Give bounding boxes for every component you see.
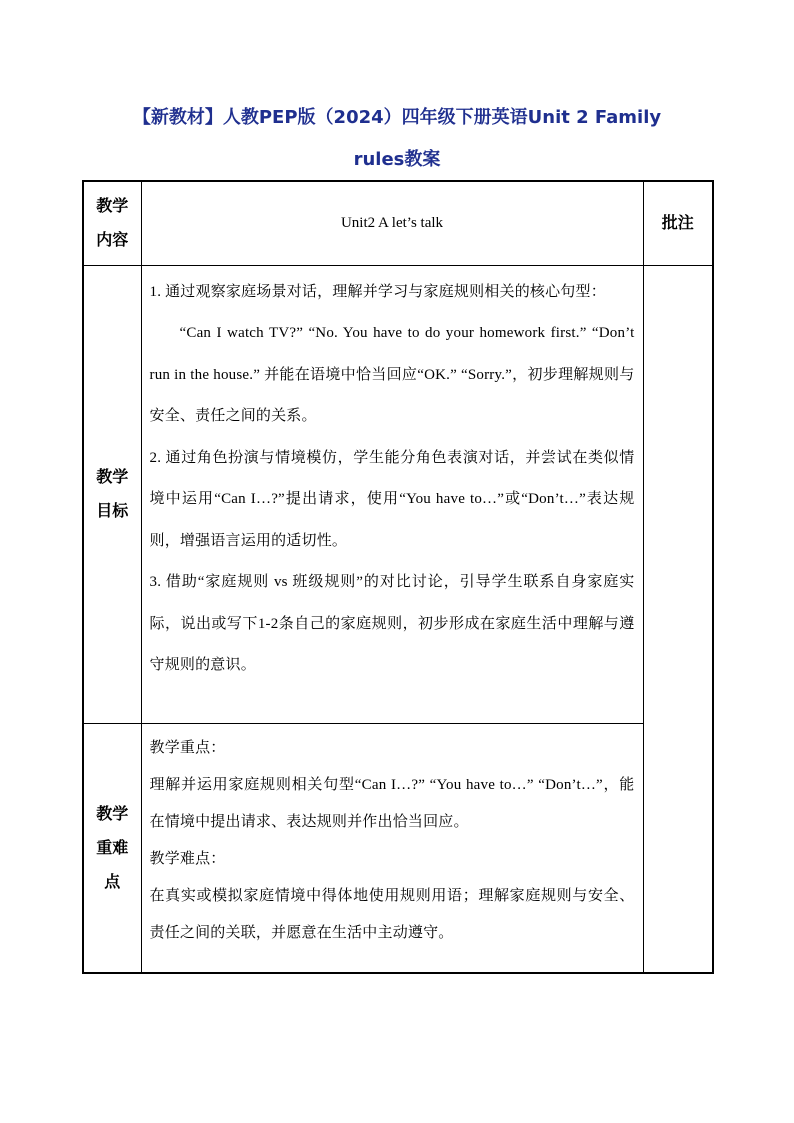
document-title-line-1: 【新教材】人教PEP版（2024）四年级下册英语Unit 2 Family xyxy=(132,107,662,128)
key-difficult-points-label-text: 教学 重难 点 xyxy=(96,803,129,891)
key-difficult-points-content xyxy=(141,723,643,973)
notes-header-label: 批注 xyxy=(643,181,713,265)
notes-column xyxy=(643,265,713,973)
objectives-row xyxy=(83,265,713,723)
teaching-objectives-label-text: 教学 目标 xyxy=(96,467,129,520)
key-points-row xyxy=(83,723,713,973)
teaching-objectives-label xyxy=(83,265,141,723)
teaching-content-label-text: 教学 内容 xyxy=(96,196,129,250)
key-difficult-points-label xyxy=(83,723,141,973)
key-point-paragraph: 教学难点： xyxy=(149,850,226,867)
key-point-paragraph: 教学重点： xyxy=(149,739,226,756)
objective-paragraph: “Can I watch TV?” “No. You have to do your homework first.” “Don’t run in the house.” 并能在语境中恰当回应“OK.” “Sorry.”，初步理解规则与安全、责任之间的关系。 xyxy=(149,325,635,424)
document-title-line-2: rules教案 xyxy=(353,149,441,170)
header-row xyxy=(83,181,713,265)
objective-paragraph: 2. 通过角色扮演与情境模仿，学生能分角色表演对话，并尝试在类似情境中运用“Can I…?”提出请求，使用“You have to…”或“Don’t…”表达规则，增强语言运用的适切性。 xyxy=(149,449,635,549)
teaching-content-value: Unit2 A let’s talk xyxy=(141,181,643,265)
teaching-objectives-content xyxy=(141,265,643,723)
key-point-paragraph: 在真实或模拟家庭情境中得体地使用规则用语；理解家庭规则与安全、责任之间的关联，并愿意在生活中主动遵守。 xyxy=(149,887,635,941)
objective-paragraph: 1. 通过观察家庭场景对话，理解并学习与家庭规则相关的核心句型： xyxy=(149,283,606,300)
lesson-plan-table xyxy=(82,180,714,974)
teaching-content-label xyxy=(83,181,141,265)
objective-paragraph: 3. 借助“家庭规则 vs 班级规则”的对比讨论，引导学生联系自身家庭实际，说出或写下1-2条自己的家庭规则，初步形成在家庭生活中理解与遵守规则的意识。 xyxy=(149,574,635,673)
key-point-paragraph: 理解并运用家庭规则相关句型“Can I…?” “You have to…” “Don’t…”，能在情境中提出请求、表达规则并作出恰当回应。 xyxy=(149,776,635,830)
